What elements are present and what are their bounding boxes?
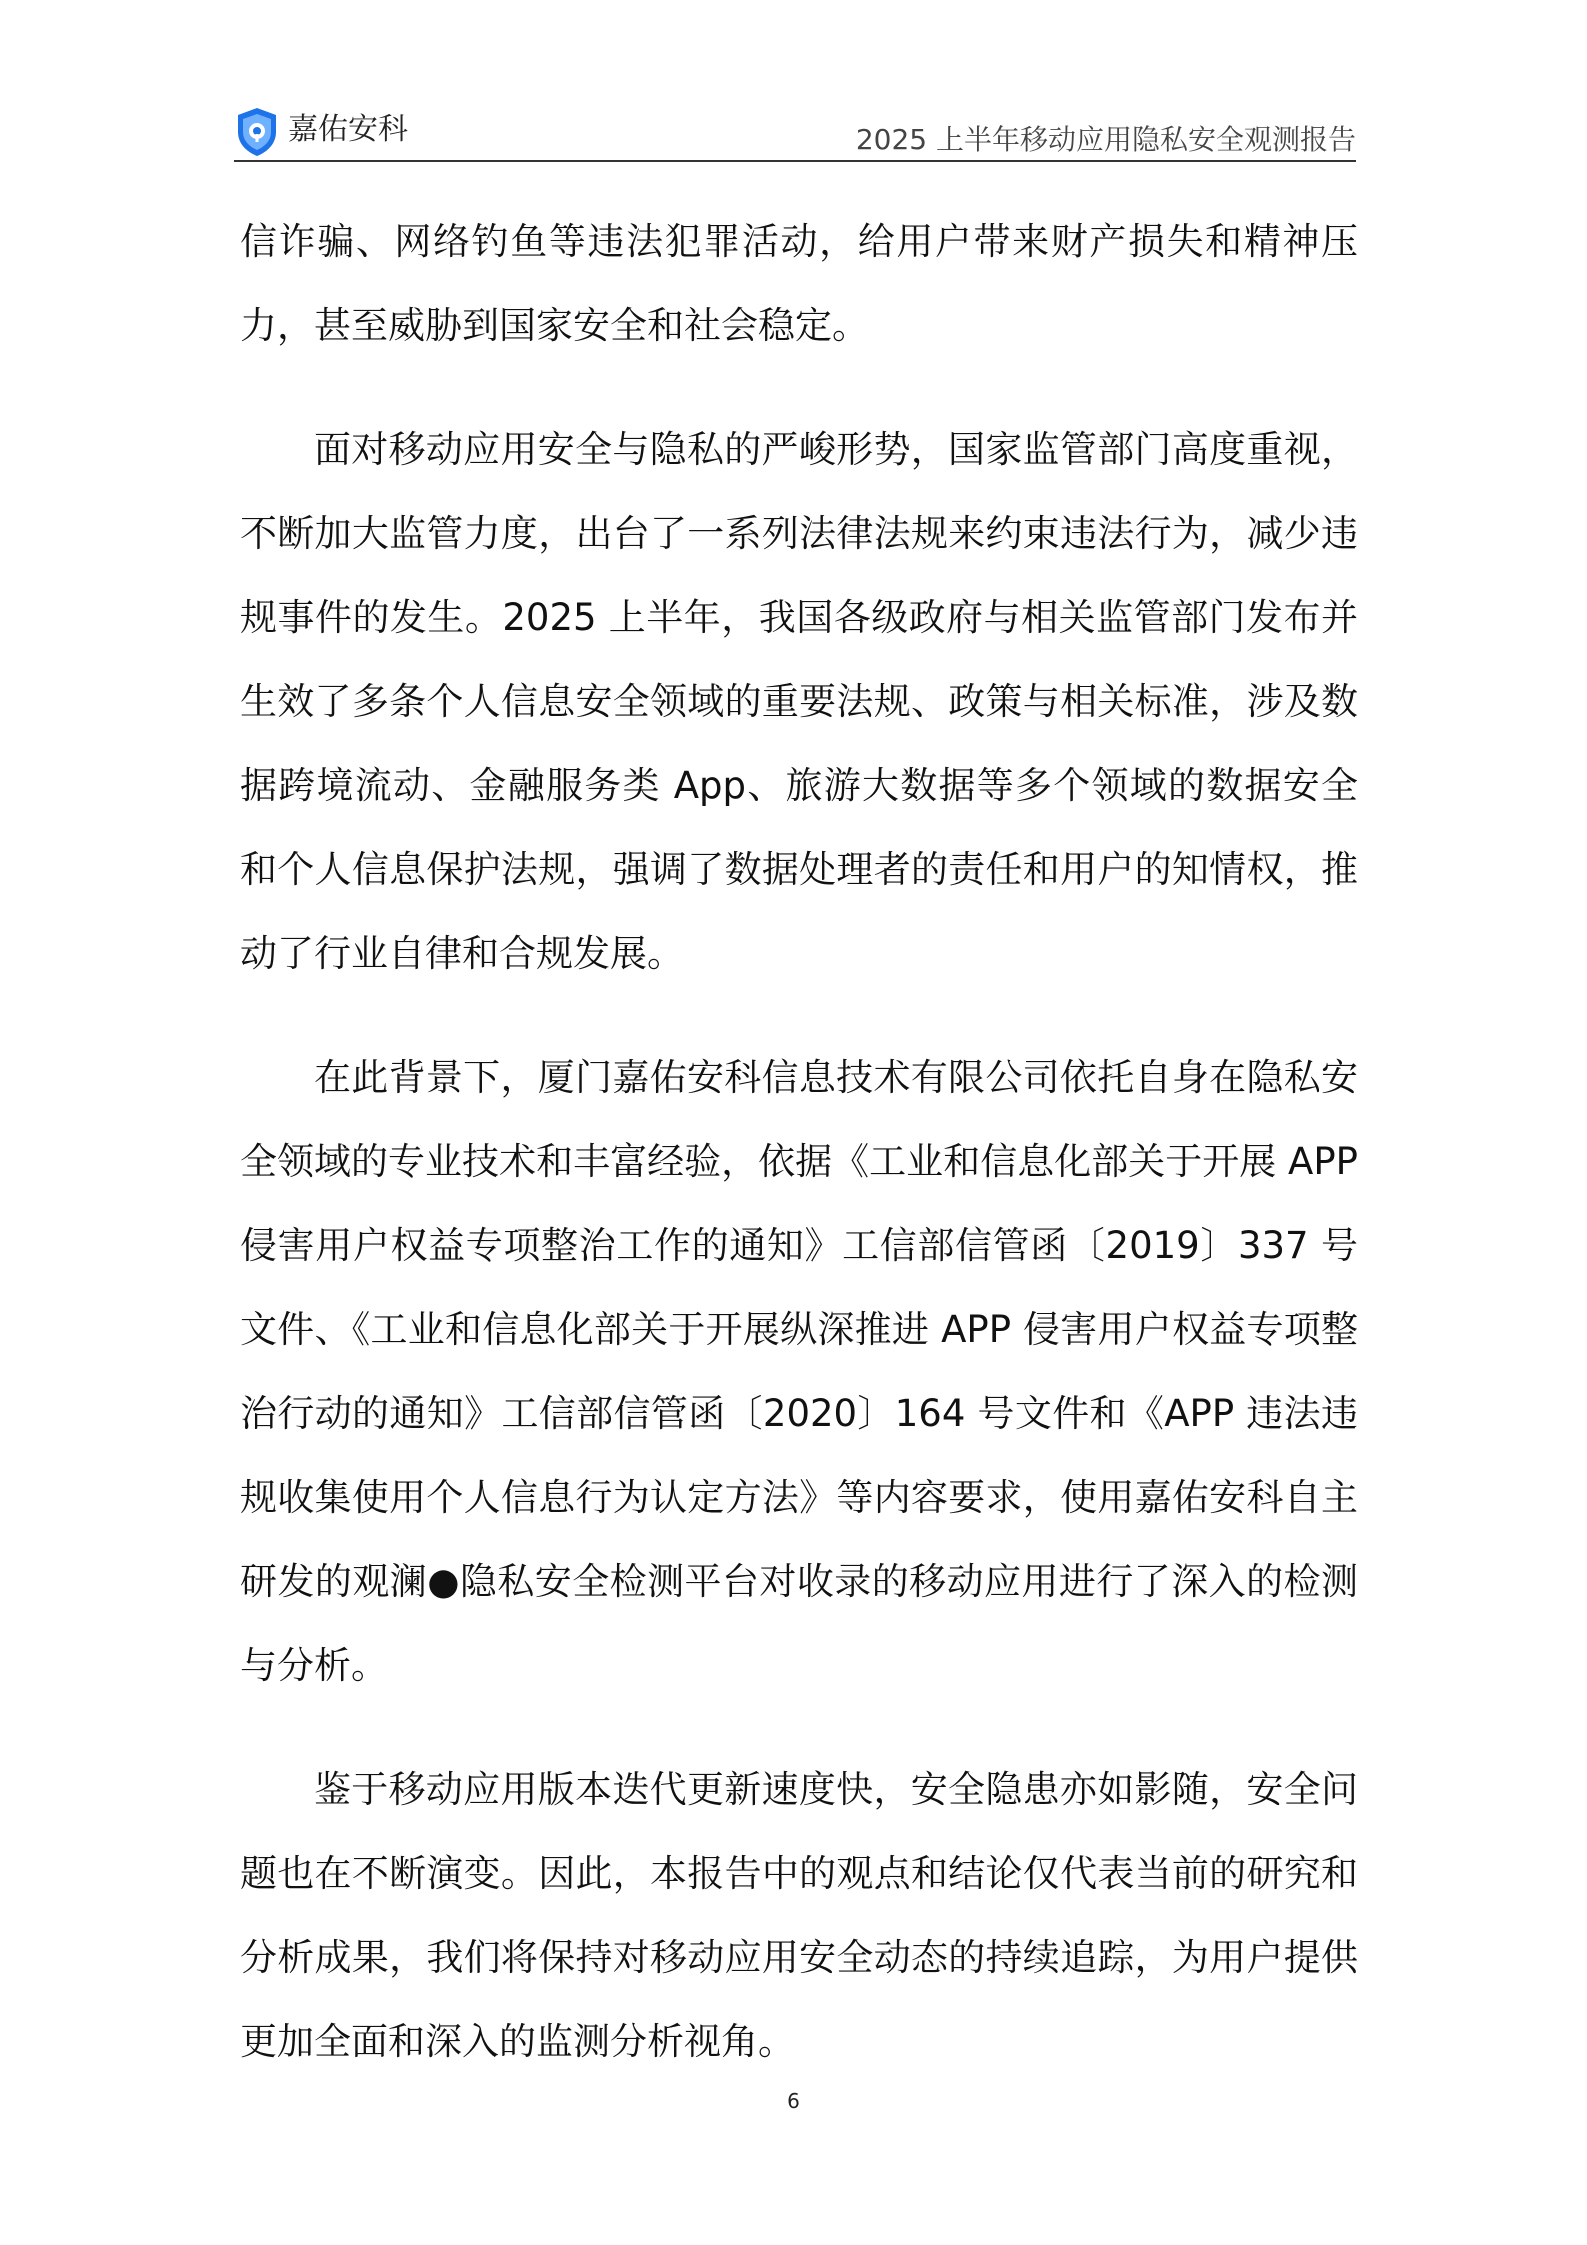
document-body (240, 200, 1358, 2124)
brand-name: 嘉佑安科 (288, 112, 408, 147)
paragraph-2: 面对移动应用安全与隐私的严峻形势，国家监管部门高度重视，不断加大监管力度，出台了一系列法律法规来约束违法行为，减少违规事件的发生。2025 上半年，我国各级政府与相关监管部门发布并生效了多条个人信息安全领域的重要法规、政策与相关标准，涉及数据跨境流动、金融服务类 App、旅游大数据等多个领域的数据安全和个人信息保护法规，强调了数据处理者的责任和用户的知情权，推动了行业自律和合规发展。 (240, 428, 1358, 975)
report-title: 2025 上半年移动应用隐私安全观测报告 (855, 123, 1356, 156)
header-divider (234, 160, 1356, 162)
page-number: 6 (787, 2089, 800, 2113)
paragraph-3: 在此背景下，厦门嘉佑安科信息技术有限公司依托自身在隐私安全领域的专业技术和丰富经验，依据《工业和信息化部关于开展 APP 侵害用户权益专项整治工作的通知》工信部信管函〔2019〕337 号文件、《工业和信息化部关于开展纵深推进 APP 侵害用户权益专项整治行动的通知》工信部信管函〔2020〕164 号文件和《APP 违法违规收集使用个人信息行为认定方法》等内容要求，使用嘉佑安科自主研发的观澜●隐私安全检测平台对收录的移动应用进行了深入的检测与分析。 (240, 1056, 1358, 1687)
shield-logo-icon (234, 106, 280, 158)
page-header (234, 100, 1356, 162)
paragraph-1: 信诈骗、网络钓鱼等违法犯罪活动，给用户带来财产损失和精神压力，甚至威胁到国家安全和社会稳定。 (240, 220, 1358, 347)
paragraph-4: 鉴于移动应用版本迭代更新速度快，安全隐患亦如影随，安全问题也在不断演变。因此，本报告中的观点和结论仅代表当前的研究和分析成果，我们将保持对移动应用安全动态的持续追踪，为用户提供更加全面和深入的监测分析视角。 (240, 1768, 1358, 2063)
